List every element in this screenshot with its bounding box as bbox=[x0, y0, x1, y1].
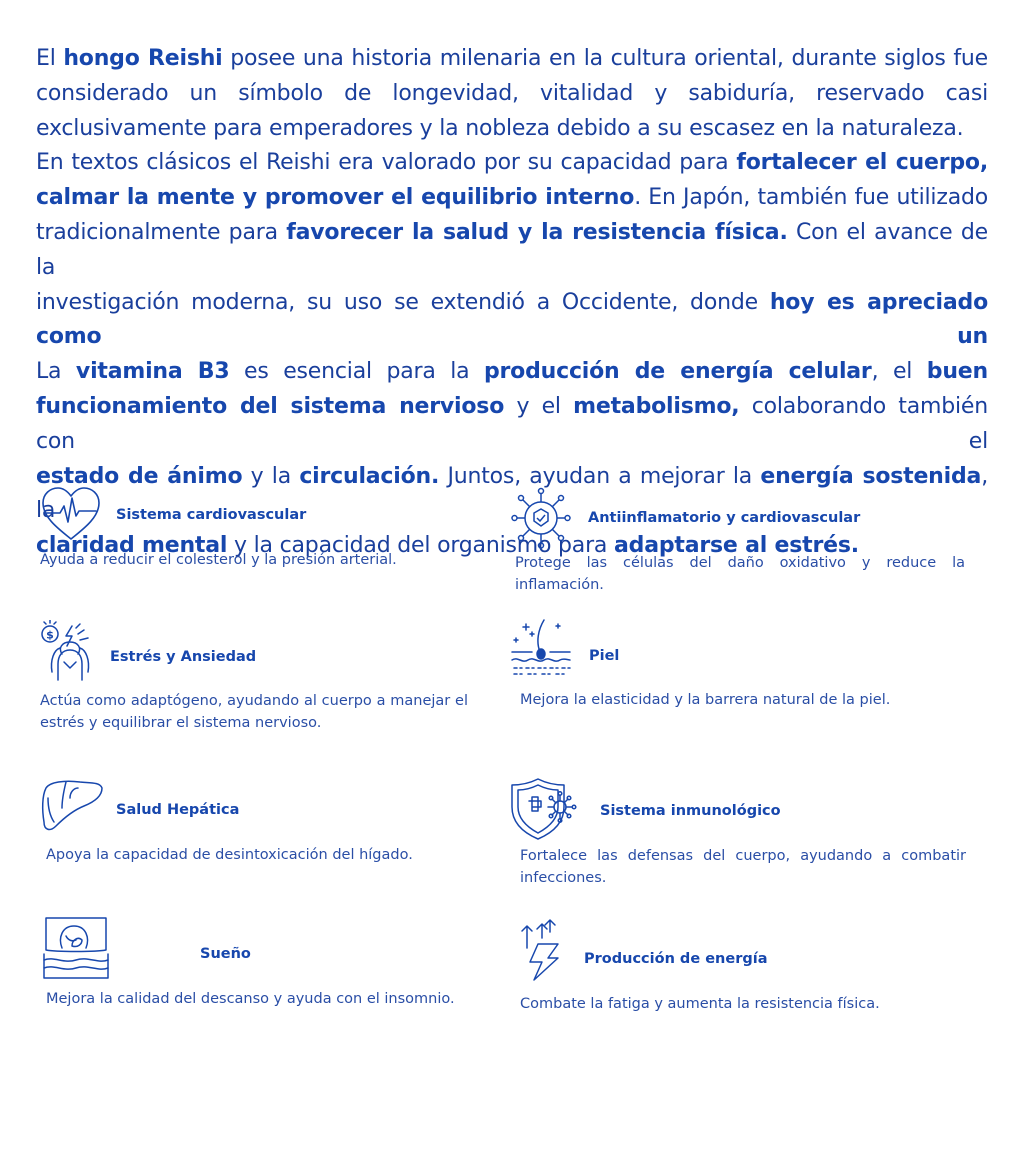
intro-text-run: y el bbox=[504, 393, 574, 419]
heart-pulse-icon bbox=[40, 486, 102, 542]
intro-bold-text: buen bbox=[926, 359, 988, 385]
intro-text-run: investigación moderna, su uso se extendió a Occidente, donde bbox=[36, 289, 770, 315]
intro-bold-text: circulación. bbox=[299, 463, 440, 489]
intro-text-run: La bbox=[36, 359, 76, 385]
intro-line bbox=[36, 355, 988, 390]
intro-text bbox=[36, 42, 988, 564]
hepatica-title: Salud Hepática bbox=[116, 802, 240, 818]
inmuno-title: Sistema inmunológico bbox=[600, 803, 781, 819]
stress-person-icon bbox=[40, 620, 100, 682]
antiinf-description: Protege las células del daño oxidativo y reduce la inflamación. bbox=[515, 555, 965, 593]
intro-text-run: posee una historia milenaria en la cultura oriental, durante siglos fue bbox=[222, 46, 989, 71]
immune-shield-icon bbox=[510, 777, 580, 841]
intro-text-run: tradicionalmente para bbox=[36, 219, 287, 245]
intro-bold-text: funcionamiento del sistema nervioso bbox=[36, 393, 505, 419]
intro-bold-text: energía sostenida bbox=[760, 463, 982, 489]
intro-line bbox=[36, 216, 988, 286]
piel-title: Piel bbox=[589, 648, 620, 664]
cell-shield-icon bbox=[510, 487, 572, 549]
sleeping-person-icon bbox=[42, 916, 110, 980]
intro-text-run: En textos clásicos el Reishi era valorado por su capacidad para bbox=[36, 150, 737, 176]
intro-text-run: Con el avance de la bbox=[36, 219, 988, 280]
intro-text-run: y la capacidad del organismo para bbox=[227, 533, 615, 559]
energy-bolt-icon bbox=[520, 918, 564, 982]
liver-icon bbox=[40, 778, 104, 834]
intro-text-run: y la bbox=[242, 463, 300, 489]
intro-line bbox=[36, 112, 988, 147]
piel-description: Mejora la elasticidad y la barrera natural de la piel. bbox=[520, 692, 891, 708]
sueno-title: Sueño bbox=[200, 946, 251, 962]
intro-bold-text: claridad mental bbox=[36, 533, 228, 559]
sueno-description: Mejora la calidad del descanso y ayuda con el insomnio. bbox=[46, 991, 455, 1007]
intro-text-run: El bbox=[36, 46, 64, 71]
intro-line bbox=[36, 77, 988, 112]
intro-bold-text: hongo Reishi bbox=[63, 46, 223, 71]
intro-bold-text: metabolismo, bbox=[573, 393, 740, 419]
intro-bold-text: vitamina B3 bbox=[75, 359, 230, 385]
intro-line bbox=[36, 390, 988, 460]
intro-bold-text: favorecer la salud y la resistencia física. bbox=[286, 219, 788, 245]
intro-bold-text: hoy es apreciado como un bbox=[36, 289, 988, 350]
energia-description: Combate la fatiga y aumenta la resistencia física. bbox=[520, 996, 880, 1012]
intro-bold-text: adaptarse al estrés. bbox=[614, 533, 859, 559]
intro-text-run: colaborando también con el bbox=[36, 393, 989, 454]
intro-text-run: , la bbox=[36, 463, 988, 524]
intro-line bbox=[36, 146, 988, 181]
inmuno-description: Fortalece las defensas del cuerpo, ayudando a combatir infecciones. bbox=[520, 848, 966, 886]
intro-text-run: Juntos, ayudan a mejorar la bbox=[439, 463, 761, 489]
intro-bold-text: estado de ánimo bbox=[36, 463, 243, 489]
intro-line bbox=[36, 286, 988, 356]
cardio-title: Sistema cardiovascular bbox=[116, 507, 307, 523]
intro-text-run: , el bbox=[871, 359, 927, 385]
antiinf-title: Antiinflamatorio y cardiovascular bbox=[588, 510, 861, 526]
skin-hair-icon bbox=[510, 616, 572, 678]
svg-text:$: $ bbox=[46, 628, 54, 642]
estres-title: Estrés y Ansiedad bbox=[110, 649, 257, 665]
energia-title: Producción de energía bbox=[584, 951, 768, 967]
intro-bold-text: calmar la mente y promover el equilibrio interno bbox=[36, 185, 635, 211]
hepatica-description: Apoya la capacidad de desintoxicación del hígado. bbox=[46, 847, 413, 863]
intro-bold-text: producción de energía celular bbox=[483, 359, 872, 385]
intro-text-run: considerado un símbolo de longevidad, vitalidad y sabiduría, reservado casi bbox=[36, 80, 988, 106]
cardio-description: Ayuda a reducir el colesterol y la presión arterial. bbox=[40, 552, 397, 568]
estres-description: Actúa como adaptógeno, ayudando al cuerpo a manejar el estrés y equilibrar el sistema nervioso. bbox=[40, 693, 468, 731]
intro-text-run: . En Japón, también fue utilizado bbox=[634, 185, 989, 211]
intro-line bbox=[36, 181, 988, 216]
intro-text-run: es esencial para la bbox=[229, 359, 484, 385]
intro-text-run: exclusivamente para emperadores y la nobleza debido a su escasez en la naturaleza. bbox=[36, 115, 964, 141]
intro-line bbox=[36, 42, 988, 77]
intro-bold-text: fortalecer el cuerpo, bbox=[736, 150, 988, 176]
